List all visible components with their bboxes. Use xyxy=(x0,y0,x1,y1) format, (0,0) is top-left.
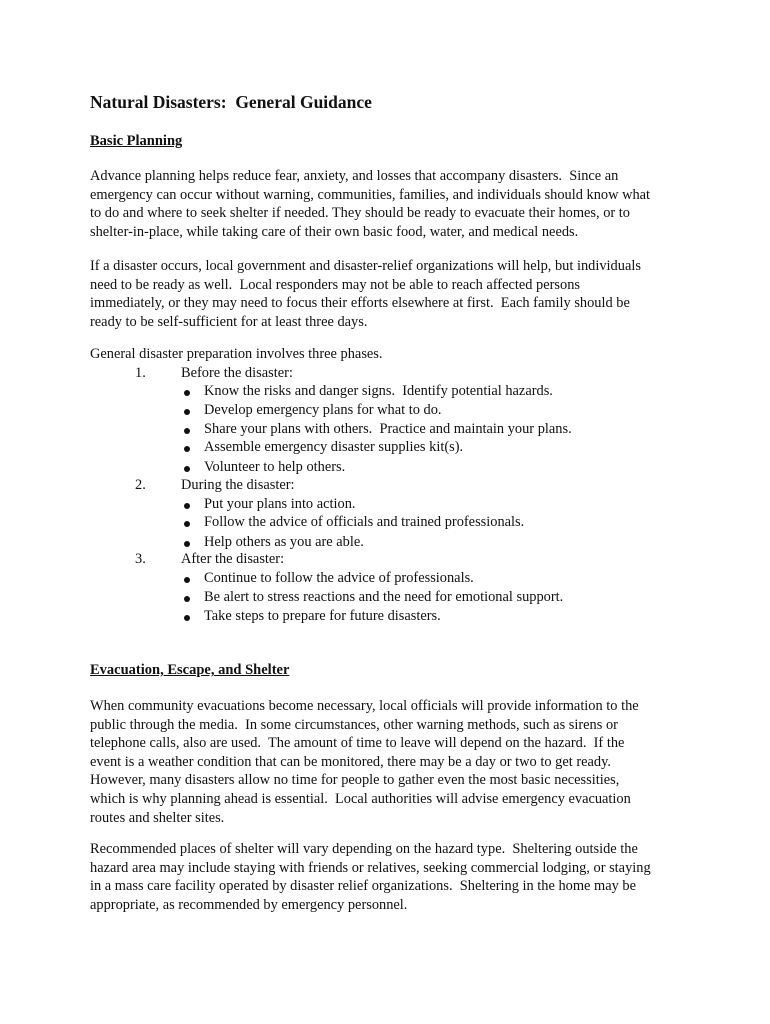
paragraph-line: need to be ready as well. Local responders may not be able to reach affected persons xyxy=(90,276,581,293)
paragraph-line: which is why planning ahead is essential. Local authorities will advise emergency evacuation xyxy=(90,790,631,807)
paragraph-line: appropriate, as recommended by emergency personnel. xyxy=(90,896,408,913)
bullet-icon xyxy=(184,446,190,452)
paragraph-line: If a disaster occurs, local government and disaster-relief organizations will help, but individuals xyxy=(90,258,641,274)
list-item: Follow the advice of officials and trained professionals. xyxy=(204,514,525,530)
list-item: Put your plans into action. xyxy=(204,496,356,512)
list-item: Take steps to prepare for future disasters. xyxy=(204,608,441,624)
list-item: Know the risks and danger signs. Identify potential hazards. xyxy=(204,383,553,399)
page-title: Natural Disasters: General Guidance xyxy=(90,92,372,112)
paragraph xyxy=(90,167,690,241)
paragraph-line: Recommended places of shelter will vary depending on the hazard type. Sheltering outside the xyxy=(90,841,638,857)
bullet-icon xyxy=(184,390,190,396)
paragraph-line: When community evacuations become necessary, local officials will provide information to the xyxy=(90,698,639,714)
paragraph xyxy=(90,840,690,914)
bullet-icon xyxy=(184,466,190,472)
bullet-icon xyxy=(184,541,190,547)
paragraph-line: routes and shelter sites. xyxy=(90,809,225,826)
paragraph xyxy=(90,257,690,331)
paragraph-line: immediately, or they may need to focus their efforts elsewhere at first. Each family should be xyxy=(90,295,630,312)
bullet-icon xyxy=(184,521,190,527)
bullet-icon xyxy=(184,577,190,583)
section-heading-basic-planning: Basic Planning xyxy=(90,133,183,149)
list-item: Share your plans with others. Practice and maintain your plans. xyxy=(204,421,572,437)
phase-label: Before the disaster: xyxy=(181,365,293,381)
paragraph-line: in a mass care facility operated by disaster relief organizations. Sheltering in the home may be xyxy=(90,878,636,895)
paragraph-line: emergency can occur without warning, communities, families, and individuals should know what xyxy=(90,186,651,203)
paragraph-line: public through the media. In some circumstances, other warning methods, such as sirens or xyxy=(90,716,618,733)
bullet-icon xyxy=(184,503,190,509)
list-item: Continue to follow the advice of professionals. xyxy=(204,570,474,586)
phase-number: 3. xyxy=(135,551,146,567)
phase-label: After the disaster: xyxy=(181,551,285,567)
bullet-icon xyxy=(184,409,190,415)
list-item: Develop emergency plans for what to do. xyxy=(204,402,442,418)
paragraph xyxy=(90,697,690,827)
paragraph-line: event is a weather condition that can be monitored, there may be a day or two to get ready. xyxy=(90,753,611,770)
phase-number: 1. xyxy=(135,365,146,381)
phase-label: During the disaster: xyxy=(181,477,295,493)
paragraph-line: However, many disasters allow no time for people to gather even the most basic necessities, xyxy=(90,772,620,789)
paragraph-line: telephone calls, also are used. The amount of time to leave will depend on the hazard. If the xyxy=(90,735,625,752)
paragraph-line: hazard area may include staying with friends or relatives, seeking commercial lodging, or staying xyxy=(90,859,651,876)
bullet-icon xyxy=(184,596,190,602)
paragraph-line: ready to be self-sufficient for at least three days. xyxy=(90,313,368,330)
list-item: Volunteer to help others. xyxy=(204,459,346,475)
list-item: Be alert to stress reactions and the need for emotional support. xyxy=(204,589,564,605)
list-item: Help others as you are able. xyxy=(204,534,364,550)
paragraph-line: shelter-in-place, while taking care of their own basic food, water, and medical needs. xyxy=(90,223,579,240)
bullet-icon xyxy=(184,615,190,621)
section-heading-evacuation: Evacuation, Escape, and Shelter xyxy=(90,662,290,678)
bullet-icon xyxy=(184,428,190,434)
list-item: Assemble emergency disaster supplies kit(s). xyxy=(204,439,464,455)
phase-number: 2. xyxy=(135,477,146,493)
phases-intro: General disaster preparation involves three phases. xyxy=(90,346,383,362)
paragraph-line: to do and where to seek shelter if needed. They should be ready to evacuate their homes, or to xyxy=(90,205,630,222)
paragraph-line: Advance planning helps reduce fear, anxiety, and losses that accompany disasters. Since an xyxy=(90,168,619,184)
